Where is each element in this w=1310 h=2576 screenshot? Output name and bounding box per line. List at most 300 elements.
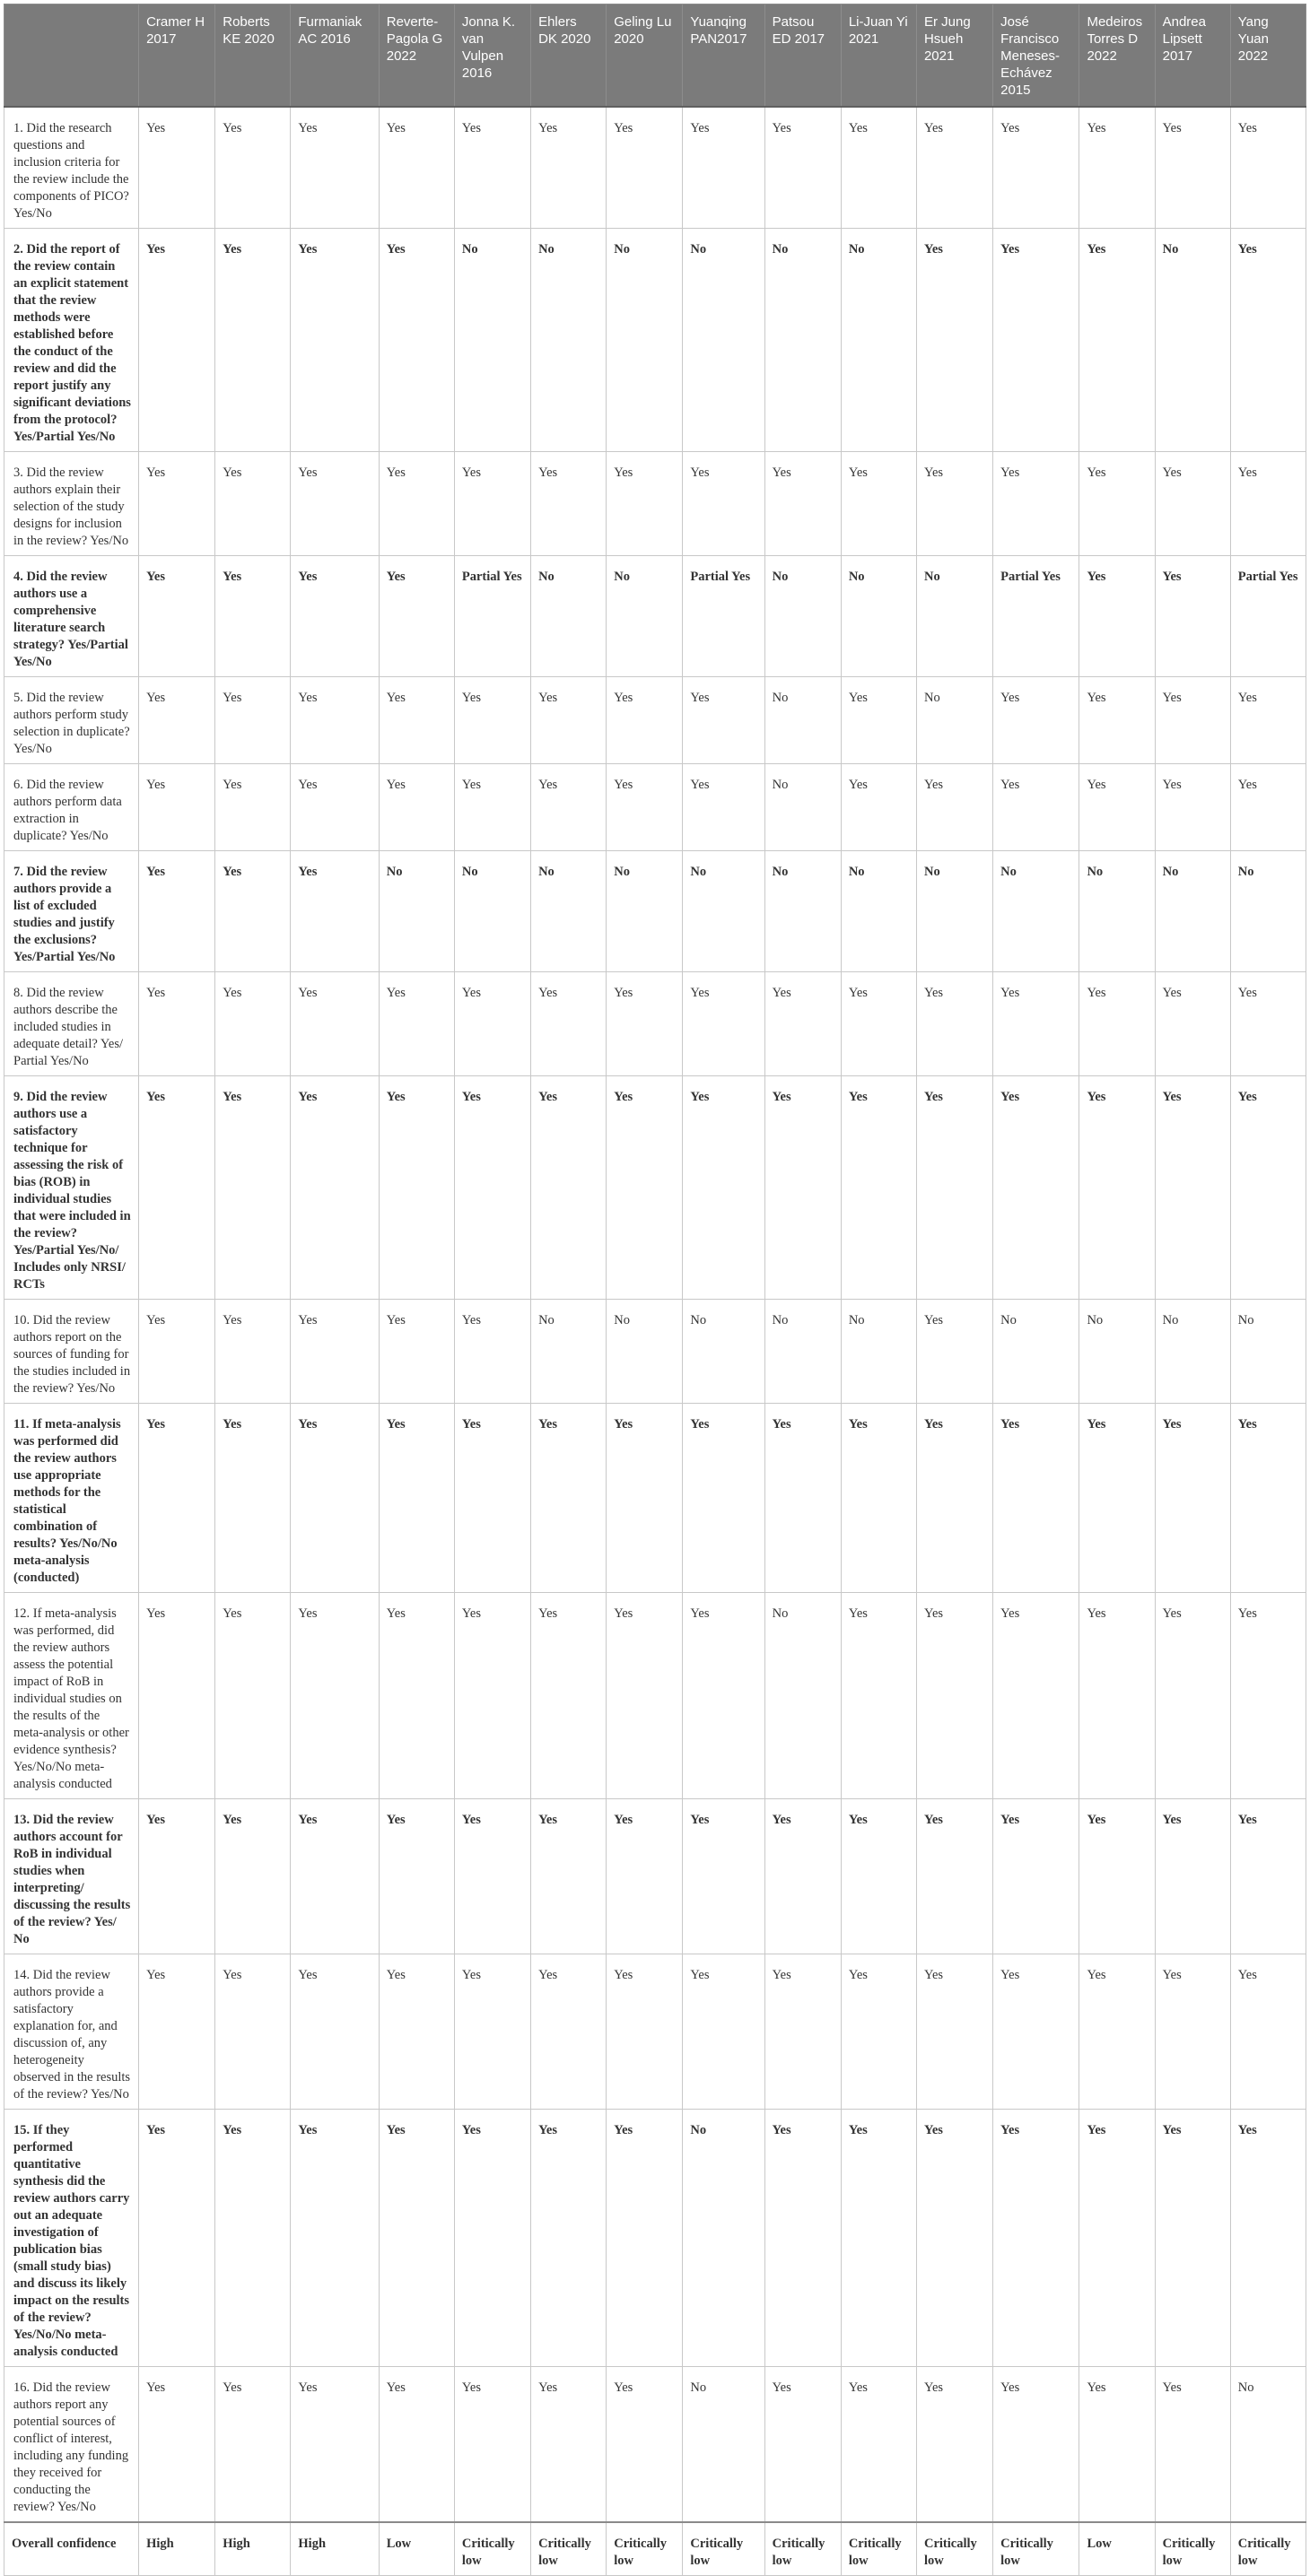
table-body: [4, 107, 1306, 2522]
question-row: [4, 851, 1306, 972]
study-header: Er Jung Hsueh 2021: [916, 4, 992, 108]
answer-cell: No: [683, 851, 764, 972]
answer-cell: Yes: [993, 2110, 1079, 2367]
answer-cell: No: [683, 229, 764, 452]
answer-cell: No: [1230, 851, 1306, 972]
question-text: 3. Did the review authors explain their selection of the study designs for inclusion in the review? Yes/No: [4, 452, 139, 556]
overall-confidence-cell: Low: [379, 2522, 454, 2576]
question-row: [4, 1593, 1306, 1799]
question-text: 10. Did the review authors report on the sources of funding for the studies included in the review? Yes/No: [4, 1300, 139, 1404]
answer-cell: Yes: [683, 107, 764, 229]
answer-cell: Yes: [683, 1799, 764, 1954]
answer-cell: Yes: [993, 452, 1079, 556]
answer-cell: Yes: [379, 677, 454, 764]
answer-cell: Yes: [916, 1799, 992, 1954]
overall-confidence-cell: Critically low: [683, 2522, 764, 2576]
answer-cell: Yes: [531, 2367, 607, 2523]
answer-cell: Yes: [139, 1799, 215, 1954]
answer-cell: Yes: [993, 972, 1079, 1076]
answer-cell: Yes: [1079, 1593, 1155, 1799]
answer-cell: Yes: [215, 229, 291, 452]
answer-cell: Yes: [1079, 2367, 1155, 2523]
answer-cell: Yes: [841, 677, 916, 764]
answer-cell: Yes: [993, 107, 1079, 229]
answer-cell: Yes: [993, 764, 1079, 851]
answer-cell: No: [531, 851, 607, 972]
answer-cell: Yes: [764, 107, 841, 229]
answer-cell: No: [379, 851, 454, 972]
question-text: 12. If meta-analysis was performed, did the review authors assess the potential impact of RoB in individual studies on the results of the meta-analysis or other evidence synthesis? Yes/No/No meta-analysis conducted: [4, 1593, 139, 1799]
answer-cell: Yes: [215, 851, 291, 972]
question-text: 1. Did the research questions and inclusion criteria for the review include the components of PICO? Yes/No: [4, 107, 139, 229]
answer-cell: Yes: [916, 2110, 992, 2367]
answer-cell: Yes: [993, 1799, 1079, 1954]
answer-cell: Yes: [215, 1300, 291, 1404]
answer-cell: Yes: [1079, 677, 1155, 764]
study-header: Reverte-Pagola G 2022: [379, 4, 454, 108]
answer-cell: No: [683, 2110, 764, 2367]
answer-cell: No: [607, 851, 683, 972]
answer-cell: Yes: [215, 556, 291, 677]
answer-cell: Yes: [764, 452, 841, 556]
question-row: [4, 1799, 1306, 1954]
question-row: [4, 972, 1306, 1076]
answer-cell: Yes: [607, 972, 683, 1076]
answer-cell: Yes: [379, 972, 454, 1076]
answer-cell: Yes: [607, 1404, 683, 1593]
question-text: 11. If meta-analysis was performed did the review authors use appropriate methods for the statistical combination of results? Yes/No/No meta-analysis (conducted): [4, 1404, 139, 1593]
answer-cell: Yes: [379, 1954, 454, 2110]
answer-cell: Yes: [683, 1404, 764, 1593]
overall-confidence-label: Overall confidence: [4, 2522, 139, 2576]
answer-cell: Yes: [841, 1404, 916, 1593]
answer-cell: Yes: [291, 972, 379, 1076]
question-text: 5. Did the review authors perform study selection in duplicate? Yes/No: [4, 677, 139, 764]
answer-cell: Yes: [291, 229, 379, 452]
answer-cell: Partial Yes: [683, 556, 764, 677]
answer-cell: Yes: [1230, 1593, 1306, 1799]
answer-cell: Yes: [1079, 229, 1155, 452]
answer-cell: Yes: [454, 107, 530, 229]
answer-cell: Yes: [291, 1076, 379, 1300]
answer-cell: Yes: [607, 1954, 683, 2110]
answer-cell: Yes: [841, 1593, 916, 1799]
answer-cell: No: [607, 229, 683, 452]
question-row: [4, 1300, 1306, 1404]
answer-cell: Yes: [916, 1593, 992, 1799]
answer-cell: No: [1155, 1300, 1230, 1404]
answer-cell: Yes: [916, 1954, 992, 2110]
answer-cell: Yes: [215, 972, 291, 1076]
answer-cell: Yes: [454, 1404, 530, 1593]
answer-cell: Yes: [379, 2367, 454, 2523]
answer-cell: Yes: [1155, 1076, 1230, 1300]
answer-cell: Yes: [291, 1954, 379, 2110]
answer-cell: Yes: [1230, 452, 1306, 556]
study-header: Li-Juan Yi 2021: [841, 4, 916, 108]
answer-cell: Yes: [531, 677, 607, 764]
overall-confidence-cell: Critically low: [531, 2522, 607, 2576]
header-corner-cell: [4, 4, 139, 108]
answer-cell: No: [841, 851, 916, 972]
answer-cell: Yes: [531, 1076, 607, 1300]
answer-cell: No: [916, 851, 992, 972]
study-header: Yuanqing PAN2017: [683, 4, 764, 108]
question-row: [4, 1404, 1306, 1593]
answer-cell: Yes: [531, 972, 607, 1076]
answer-cell: Yes: [1230, 972, 1306, 1076]
answer-cell: Yes: [139, 972, 215, 1076]
question-text: 15. If they performed quantitative synthesis did the review authors carry out an adequate investigation of publication bias (small study bias) and discuss its likely impact on the results of the review? Yes/No/No meta-analysis conducted: [4, 2110, 139, 2367]
answer-cell: Yes: [841, 2367, 916, 2523]
answer-cell: Yes: [291, 677, 379, 764]
overall-confidence-cell: Critically low: [841, 2522, 916, 2576]
answer-cell: No: [841, 556, 916, 677]
answer-cell: Yes: [531, 2110, 607, 2367]
answer-cell: Yes: [379, 1593, 454, 1799]
answer-cell: Yes: [291, 452, 379, 556]
question-text: 2. Did the report of the review contain an explicit statement that the review methods were established before the conduct of the review and did the report justify any significant deviations from the protocol? Yes/Partial Yes/No: [4, 229, 139, 452]
answer-cell: Yes: [841, 2110, 916, 2367]
answer-cell: Yes: [139, 1404, 215, 1593]
answer-cell: Yes: [841, 107, 916, 229]
answer-cell: Yes: [215, 1954, 291, 2110]
answer-cell: Yes: [1230, 1954, 1306, 2110]
question-text: 7. Did the review authors provide a list of excluded studies and justify the exclusions? Yes/Partial Yes/No: [4, 851, 139, 972]
question-row: [4, 2110, 1306, 2367]
answer-cell: Yes: [841, 452, 916, 556]
answer-cell: Yes: [215, 1076, 291, 1300]
overall-confidence-cell: Critically low: [764, 2522, 841, 2576]
answer-cell: No: [764, 229, 841, 452]
answer-cell: Yes: [683, 677, 764, 764]
answer-cell: Yes: [215, 2367, 291, 2523]
answer-cell: Yes: [215, 677, 291, 764]
answer-cell: Yes: [291, 107, 379, 229]
answer-cell: Yes: [916, 972, 992, 1076]
answer-cell: Yes: [379, 107, 454, 229]
study-header: Patsou ED 2017: [764, 4, 841, 108]
overall-confidence-cell: High: [139, 2522, 215, 2576]
answer-cell: Yes: [1079, 556, 1155, 677]
overall-confidence-cell: Critically low: [1155, 2522, 1230, 2576]
answer-cell: Yes: [607, 1799, 683, 1954]
study-header: Furmaniak AC 2016: [291, 4, 379, 108]
answer-cell: No: [454, 851, 530, 972]
answer-cell: No: [1079, 851, 1155, 972]
answer-cell: Yes: [139, 1300, 215, 1404]
answer-cell: No: [993, 851, 1079, 972]
answer-cell: Yes: [1230, 107, 1306, 229]
answer-cell: Yes: [683, 1954, 764, 2110]
question-text: 8. Did the review authors describe the included studies in adequate detail? Yes/ Partial Yes/No: [4, 972, 139, 1076]
question-row: [4, 452, 1306, 556]
answer-cell: Yes: [1079, 1404, 1155, 1593]
answer-cell: Yes: [291, 1799, 379, 1954]
question-text: 6. Did the review authors perform data extraction in duplicate? Yes/No: [4, 764, 139, 851]
answer-cell: Yes: [139, 1593, 215, 1799]
answer-cell: Yes: [531, 1404, 607, 1593]
answer-cell: Yes: [916, 1076, 992, 1300]
answer-cell: Yes: [607, 764, 683, 851]
answer-cell: Yes: [607, 1593, 683, 1799]
answer-cell: Yes: [454, 2110, 530, 2367]
answer-cell: Yes: [764, 1404, 841, 1593]
answer-cell: No: [454, 229, 530, 452]
answer-cell: Yes: [683, 764, 764, 851]
answer-cell: Yes: [454, 764, 530, 851]
answer-cell: Yes: [916, 1300, 992, 1404]
question-row: [4, 107, 1306, 229]
study-header: José Francisco Meneses-Echávez 2015: [993, 4, 1079, 108]
answer-cell: Yes: [916, 452, 992, 556]
answer-cell: Yes: [764, 2110, 841, 2367]
answer-cell: Yes: [1230, 229, 1306, 452]
answer-cell: Yes: [139, 677, 215, 764]
answer-cell: Yes: [1230, 1404, 1306, 1593]
answer-cell: Yes: [139, 764, 215, 851]
answer-cell: No: [1230, 2367, 1306, 2523]
answer-cell: Yes: [916, 1404, 992, 1593]
answer-cell: Yes: [1079, 2110, 1155, 2367]
answer-cell: Yes: [683, 972, 764, 1076]
answer-cell: Yes: [993, 1076, 1079, 1300]
answer-cell: Yes: [993, 1593, 1079, 1799]
answer-cell: Partial Yes: [1230, 556, 1306, 677]
answer-cell: Yes: [607, 2110, 683, 2367]
question-row: [4, 677, 1306, 764]
overall-confidence-cell: Critically low: [454, 2522, 530, 2576]
answer-cell: Yes: [454, 972, 530, 1076]
answer-cell: Yes: [454, 452, 530, 556]
answer-cell: Yes: [1155, 764, 1230, 851]
answer-cell: Yes: [916, 107, 992, 229]
study-header: Jonna K. van Vulpen 2016: [454, 4, 530, 108]
answer-cell: Yes: [531, 1954, 607, 2110]
overall-confidence-cell: Critically low: [1230, 2522, 1306, 2576]
answer-cell: Yes: [291, 1404, 379, 1593]
answer-cell: Yes: [139, 229, 215, 452]
answer-cell: Yes: [683, 1593, 764, 1799]
answer-cell: Yes: [607, 452, 683, 556]
answer-cell: Yes: [1155, 1799, 1230, 1954]
answer-cell: Yes: [1079, 972, 1155, 1076]
answer-cell: Yes: [379, 2110, 454, 2367]
answer-cell: Yes: [993, 1954, 1079, 2110]
overall-confidence-row: [4, 2522, 1306, 2576]
overall-confidence-cell: Low: [1079, 2522, 1155, 2576]
answer-cell: Yes: [841, 972, 916, 1076]
answer-cell: No: [683, 2367, 764, 2523]
answer-cell: Yes: [1155, 556, 1230, 677]
answer-cell: No: [764, 1300, 841, 1404]
answer-cell: Yes: [531, 452, 607, 556]
answer-cell: Yes: [1230, 677, 1306, 764]
answer-cell: Yes: [379, 1076, 454, 1300]
study-header: Medeiros Torres D 2022: [1079, 4, 1155, 108]
question-text: 14. Did the review authors provide a satisfactory explanation for, and discussion of, any heterogeneity observed in the results of the review? Yes/No: [4, 1954, 139, 2110]
answer-cell: Yes: [1079, 1076, 1155, 1300]
answer-cell: No: [607, 556, 683, 677]
answer-cell: Yes: [215, 107, 291, 229]
question-text: 13. Did the review authors account for RoB in individual studies when interpreting/ discussing the results of the review? Yes/ No: [4, 1799, 139, 1954]
answer-cell: No: [1230, 1300, 1306, 1404]
answer-cell: Yes: [454, 2367, 530, 2523]
answer-cell: Yes: [139, 452, 215, 556]
answer-cell: Yes: [764, 1799, 841, 1954]
answer-cell: Yes: [1230, 764, 1306, 851]
answer-cell: No: [683, 1300, 764, 1404]
question-text: 4. Did the review authors use a comprehensive literature search strategy? Yes/Partial Yes/No: [4, 556, 139, 677]
answer-cell: No: [1079, 1300, 1155, 1404]
answer-cell: Yes: [764, 1076, 841, 1300]
study-header: Ehlers DK 2020: [531, 4, 607, 108]
answer-cell: Yes: [1155, 452, 1230, 556]
study-header: Yang Yuan 2022: [1230, 4, 1306, 108]
answer-cell: Yes: [215, 1593, 291, 1799]
answer-cell: No: [764, 764, 841, 851]
answer-cell: Yes: [916, 764, 992, 851]
answer-cell: Yes: [139, 1076, 215, 1300]
answer-cell: Yes: [379, 764, 454, 851]
answer-cell: No: [916, 556, 992, 677]
answer-cell: Yes: [1230, 1076, 1306, 1300]
answer-cell: No: [841, 229, 916, 452]
answer-cell: Partial Yes: [993, 556, 1079, 677]
answer-cell: Yes: [683, 452, 764, 556]
answer-cell: Yes: [993, 2367, 1079, 2523]
question-row: [4, 764, 1306, 851]
answer-cell: No: [916, 677, 992, 764]
answer-cell: Yes: [291, 1300, 379, 1404]
answer-cell: Yes: [215, 2110, 291, 2367]
answer-cell: Yes: [379, 1799, 454, 1954]
answer-cell: Yes: [454, 677, 530, 764]
answer-cell: Yes: [531, 1593, 607, 1799]
answer-cell: Yes: [139, 1954, 215, 2110]
answer-cell: Yes: [1155, 107, 1230, 229]
answer-cell: Yes: [139, 2367, 215, 2523]
question-text: 9. Did the review authors use a satisfactory technique for assessing the risk of bias (ROB) in individual studies that were included in the review? Yes/Partial Yes/No/ Includes only NRSI/ RCTs: [4, 1076, 139, 1300]
answer-cell: Yes: [841, 1954, 916, 2110]
answer-cell: Yes: [683, 1076, 764, 1300]
answer-cell: No: [764, 556, 841, 677]
answer-cell: Yes: [993, 677, 1079, 764]
answer-cell: Yes: [139, 2110, 215, 2367]
answer-cell: Yes: [1155, 1404, 1230, 1593]
question-row: [4, 1954, 1306, 2110]
answer-cell: Yes: [454, 1076, 530, 1300]
study-header: Andrea Lipsett 2017: [1155, 4, 1230, 108]
answer-cell: No: [607, 1300, 683, 1404]
answer-cell: Yes: [841, 1076, 916, 1300]
answer-cell: Yes: [454, 1954, 530, 2110]
answer-cell: No: [1155, 229, 1230, 452]
answer-cell: No: [841, 1300, 916, 1404]
answer-cell: Yes: [531, 1799, 607, 1954]
answer-cell: Yes: [1155, 2110, 1230, 2367]
answer-cell: Yes: [607, 677, 683, 764]
answer-cell: Yes: [531, 107, 607, 229]
answer-cell: Yes: [993, 229, 1079, 452]
header-row: [4, 4, 1306, 108]
answer-cell: Yes: [379, 556, 454, 677]
answer-cell: Yes: [291, 764, 379, 851]
answer-cell: Yes: [841, 1799, 916, 1954]
question-row: [4, 556, 1306, 677]
answer-cell: Yes: [1155, 2367, 1230, 2523]
answer-cell: Yes: [1079, 1799, 1155, 1954]
answer-cell: Yes: [379, 452, 454, 556]
answer-cell: Yes: [379, 1300, 454, 1404]
amstar-quality-table-container: [4, 4, 1306, 2569]
answer-cell: Yes: [531, 764, 607, 851]
answer-cell: Yes: [1155, 1954, 1230, 2110]
study-header: Geling Lu 2020: [607, 4, 683, 108]
answer-cell: Yes: [379, 1404, 454, 1593]
overall-confidence-cell: Critically low: [607, 2522, 683, 2576]
answer-cell: Yes: [291, 2367, 379, 2523]
question-row: [4, 1076, 1306, 1300]
answer-cell: Yes: [1079, 452, 1155, 556]
amstar-quality-table: [4, 4, 1306, 2576]
answer-cell: Yes: [1155, 1593, 1230, 1799]
answer-cell: Yes: [291, 851, 379, 972]
overall-confidence-cell: High: [215, 2522, 291, 2576]
answer-cell: No: [764, 1593, 841, 1799]
answer-cell: Yes: [291, 2110, 379, 2367]
answer-cell: Yes: [1230, 1799, 1306, 1954]
answer-cell: No: [531, 556, 607, 677]
answer-cell: No: [993, 1300, 1079, 1404]
answer-cell: Yes: [139, 107, 215, 229]
answer-cell: Yes: [291, 556, 379, 677]
answer-cell: Yes: [454, 1799, 530, 1954]
answer-cell: Yes: [215, 452, 291, 556]
answer-cell: Yes: [1079, 764, 1155, 851]
answer-cell: Yes: [139, 851, 215, 972]
answer-cell: Yes: [1230, 2110, 1306, 2367]
answer-cell: Partial Yes: [454, 556, 530, 677]
question-row: [4, 2367, 1306, 2523]
answer-cell: Yes: [379, 229, 454, 452]
overall-confidence-cell: Critically low: [916, 2522, 992, 2576]
answer-cell: Yes: [139, 556, 215, 677]
answer-cell: Yes: [841, 764, 916, 851]
answer-cell: Yes: [607, 107, 683, 229]
answer-cell: Yes: [215, 764, 291, 851]
answer-cell: Yes: [1079, 107, 1155, 229]
study-header: Cramer H 2017: [139, 4, 215, 108]
answer-cell: Yes: [1155, 972, 1230, 1076]
answer-cell: Yes: [454, 1593, 530, 1799]
answer-cell: No: [531, 229, 607, 452]
study-header: Roberts KE 2020: [215, 4, 291, 108]
answer-cell: Yes: [916, 2367, 992, 2523]
answer-cell: No: [764, 677, 841, 764]
overall-confidence-cell: High: [291, 2522, 379, 2576]
answer-cell: Yes: [1155, 677, 1230, 764]
answer-cell: Yes: [454, 1300, 530, 1404]
question-row: [4, 229, 1306, 452]
answer-cell: Yes: [993, 1404, 1079, 1593]
answer-cell: Yes: [607, 1076, 683, 1300]
answer-cell: Yes: [764, 2367, 841, 2523]
answer-cell: Yes: [764, 1954, 841, 2110]
answer-cell: Yes: [607, 2367, 683, 2523]
answer-cell: No: [1155, 851, 1230, 972]
question-text: 16. Did the review authors report any potential sources of conflict of interest, including any funding they received for conducting the review? Yes/No: [4, 2367, 139, 2523]
